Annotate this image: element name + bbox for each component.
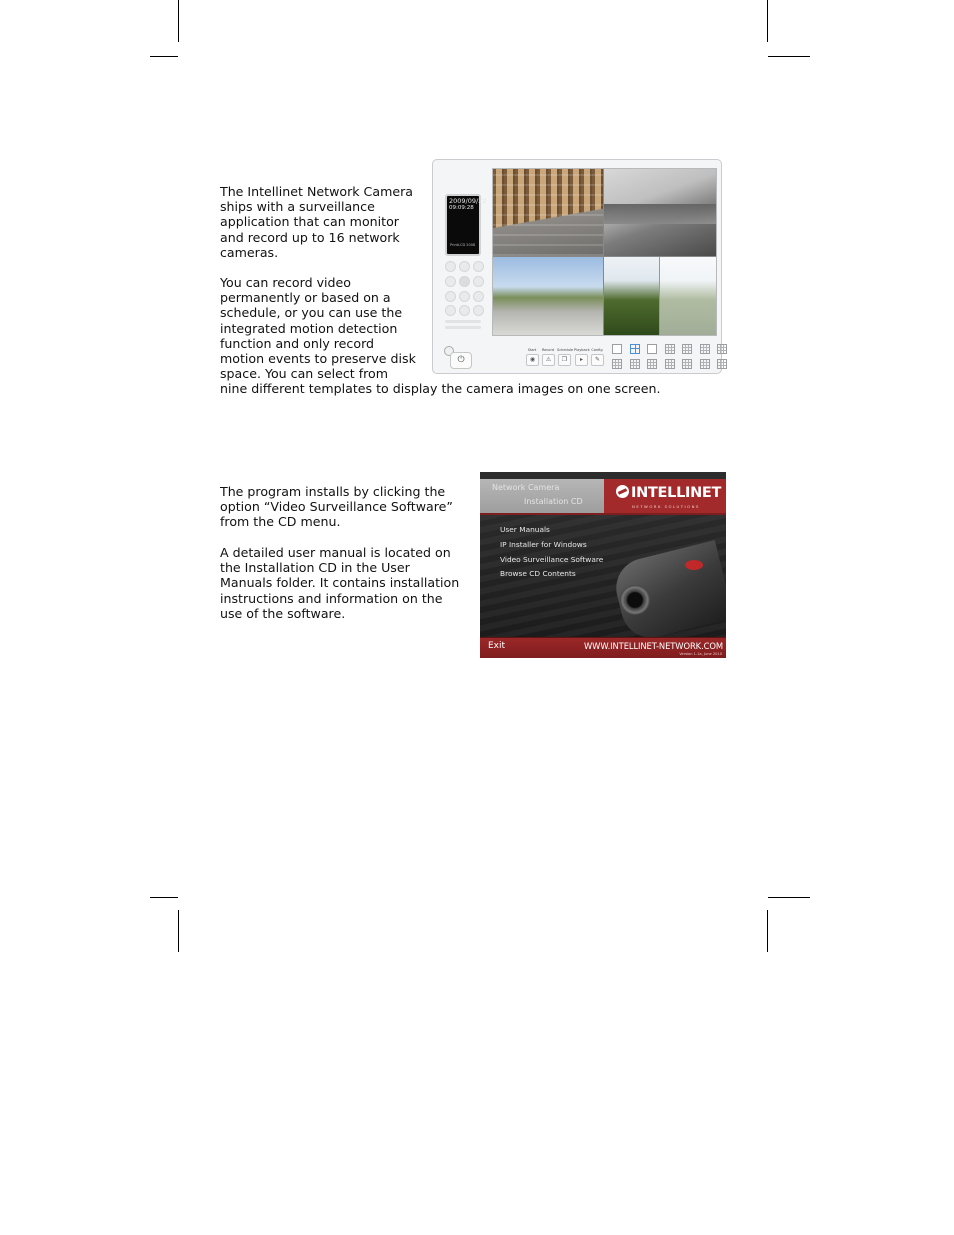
crop-mark-top-left-h: [150, 56, 178, 57]
exit-button[interactable]: Exit: [488, 641, 506, 651]
cd-title-line1: Network Camera: [492, 483, 560, 492]
crop-mark-top-left-v: [178, 0, 179, 42]
start-label: Start: [527, 348, 537, 352]
clock-time: 09:09:28: [449, 205, 474, 211]
clock-display: [445, 194, 487, 256]
ptz-right-icon: [473, 276, 484, 287]
layout-template-icon: [612, 344, 622, 354]
crop-mark-bottom-right-h: [768, 897, 810, 898]
crop-mark-bottom-left-v: [178, 910, 179, 952]
config-icon: ✎: [591, 354, 604, 366]
layout-template-icon: [612, 359, 622, 369]
crop-mark-bottom-left-h: [150, 897, 178, 898]
cd-footer: [480, 637, 726, 658]
layout-template-icon: [630, 344, 640, 354]
camera-badge: [685, 560, 703, 570]
crop-mark-top-right-h: [768, 56, 810, 57]
layout-template-icon: [717, 344, 727, 354]
layout-template-icon: [700, 344, 710, 354]
layout-template-icon: [682, 344, 692, 354]
layout-template-icon: [665, 344, 675, 354]
ptz-slider-2: [445, 326, 481, 329]
menu-item-video-surveillance[interactable]: Video Surveillance Software: [500, 555, 604, 564]
record-icon: ⚠: [542, 354, 555, 366]
ptz-down-icon: [459, 291, 470, 302]
website-link[interactable]: WWW.INTELLINET-NETWORK.COM: [584, 641, 723, 651]
ptz-slider: [445, 320, 481, 323]
manual-paragraph: A detailed user manual is located on the Installation CD in the User Manuals folder. It contains installation instructions and information on the use of the software.: [220, 545, 460, 621]
intro-paragraph: The Intellinet Network Camera ships with a surveillance application that can monitor and record up to 16 network cameras.: [220, 184, 413, 260]
layout-template-icon: [647, 359, 657, 369]
clock-date: 2009/09/22: [449, 197, 487, 205]
ptz-down-right-icon: [473, 291, 484, 302]
menu-item-ip-installer[interactable]: IP Installer for Windows: [500, 540, 587, 549]
power-icon: ⏻: [450, 352, 472, 369]
playback-label: Playback: [574, 348, 590, 352]
install-paragraph: The program installs by clicking the option “Video Surveillance Software” from the CD menu.: [220, 484, 453, 530]
cd-title-box: [480, 479, 604, 513]
camera-view-warehouse: [493, 169, 603, 256]
recording-paragraph: You can record video permanently or based on a schedule, or you can use the integrated motion detection function and only record motion events to preserve disk space. You can select from nine different templates to display the camera images on one screen.: [220, 275, 661, 397]
ptz-left-icon: [445, 276, 456, 287]
crop-mark-bottom-right-v: [767, 910, 768, 952]
layout-template-icon: [647, 344, 657, 354]
layout-template-icon: [665, 359, 675, 369]
camera-grid: [492, 168, 717, 336]
clock-caption: PrintLCD 2008: [450, 243, 476, 247]
layout-template-icon: [682, 359, 692, 369]
intellinet-logo: [616, 485, 721, 501]
crop-mark-top-right-v: [767, 0, 768, 42]
ptz-zoom-mid-icon: [459, 305, 470, 316]
start-icon: ◉: [526, 354, 539, 366]
ptz-up-right-icon: [473, 261, 484, 272]
menu-item-user-manuals[interactable]: User Manuals: [500, 525, 550, 534]
ptz-up-icon: [459, 261, 470, 272]
layout-template-icon: [700, 359, 710, 369]
version-text: Version 1.1a, June 2010: [679, 652, 722, 656]
layout-template-icon: [717, 359, 727, 369]
cd-menu-screenshot: [480, 472, 726, 658]
camera-view-palm-tree: [604, 257, 716, 335]
camera-view-office: [604, 169, 716, 256]
camera-view-parking: [493, 257, 603, 335]
schedule-icon: ❐: [558, 354, 571, 366]
intellinet-logo-text: INTELLINET: [631, 485, 722, 501]
intellinet-logo-box: [604, 479, 726, 513]
record-label: Record: [541, 348, 555, 352]
layout-template-icon: [630, 359, 640, 369]
ptz-down-left-icon: [445, 291, 456, 302]
ptz-zoom-in-icon: [445, 305, 456, 316]
schedule-label: Schedule: [557, 348, 574, 352]
menu-item-browse-cd[interactable]: Browse CD Contents: [500, 569, 576, 578]
cd-title-line2: Installation CD: [524, 497, 583, 506]
intellinet-logo-icon: [616, 485, 629, 498]
ptz-home-icon: [459, 276, 470, 287]
playback-icon: ▸: [575, 354, 588, 366]
logo-subtitle: NETWORK SOLUTIONS: [632, 504, 700, 509]
ptz-up-left-icon: [445, 261, 456, 272]
ptz-zoom-out-icon: [473, 305, 484, 316]
surveillance-app-screenshot: [432, 159, 722, 374]
camera-lens: [620, 585, 650, 615]
config-label: Config: [591, 348, 603, 352]
